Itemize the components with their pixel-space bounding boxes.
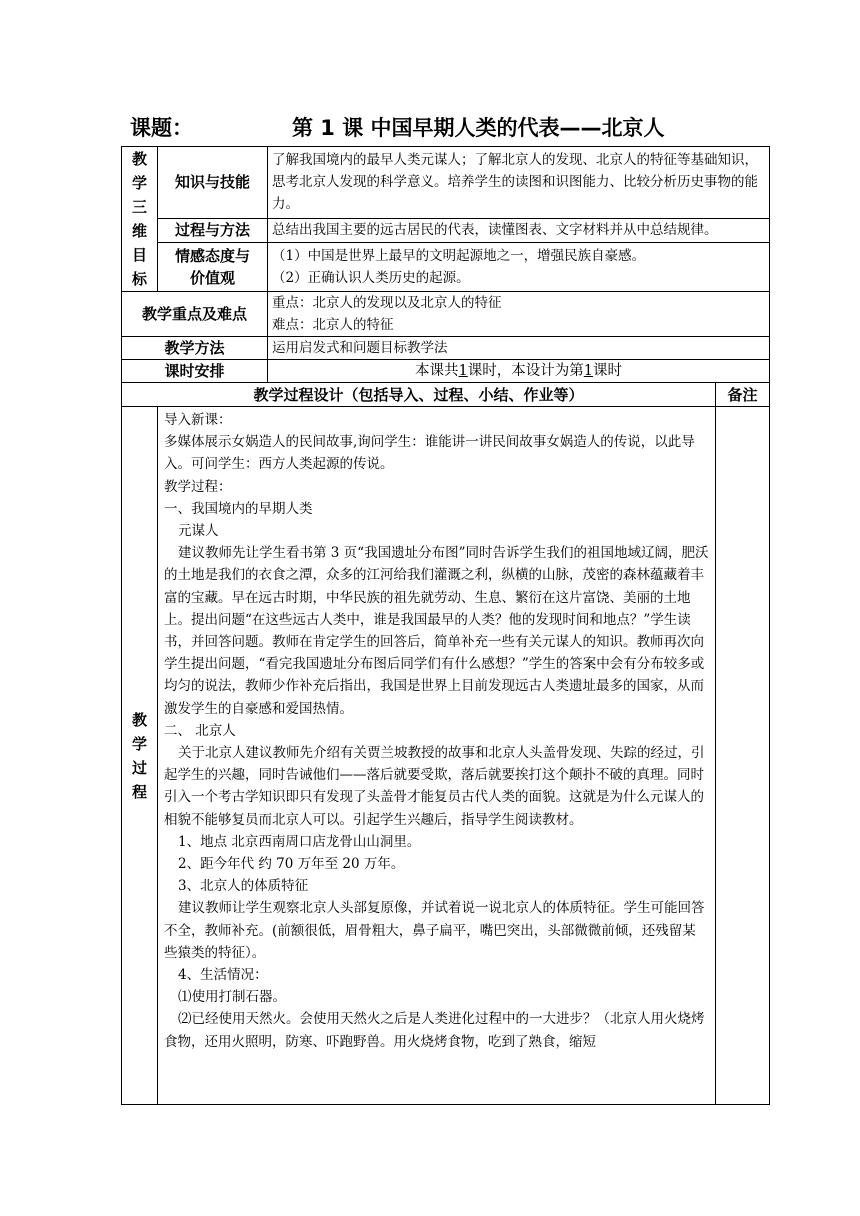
process-line: 建议教师让学生观察北京人头部复原像，并试着说一说北京人的体质特征。学生可能回答不全，教师补充。(前额很低，眉骨粗大，鼻子扁平，嘴巴突出，头部微微前倾，还残留某些猿类的特征）。 [164, 900, 705, 961]
schedule-label: 课时安排 [122, 360, 268, 383]
process-line: 教学过程： [164, 478, 232, 495]
process-line: 关于北京人建议教师先介绍有关贾兰坡教授的故事和北京人头盖骨发现、失踪的经过，引起学生的兴趣，同时告诫他们——落后就要受欺，落后就要挨打这个颠扑不破的真理。同时引入一个考古学知识即只有发现了头盖骨才能复员古代人类的面貌。这就是为什么元谋人的相貌不能够复员而北京人可以。引起学生兴趣后，指导学生阅读教材。 [164, 745, 705, 828]
key-points-label: 教学重点及难点 [122, 292, 268, 337]
objectives-group-label: 教 学 三 维 目 标 [122, 147, 158, 292]
notes-header: 备注 [716, 383, 770, 407]
emotion-text: （1）中国是世界上最早的文明起源地之一，增强民族自豪感。 （2）正确认识人类历史的起源。 [268, 242, 770, 291]
process-line: 1、地点 北京西南周口店龙骨山山洞里。 [178, 833, 421, 850]
process-line: 3、北京人的体质特征 [178, 878, 309, 895]
key-points-text: 重点：北京人的发现以及北京人的特征 难点：北京人的特征 [268, 292, 770, 337]
design-header: 教学过程设计（包括导入、过程、小结、作业等） [122, 383, 716, 407]
process-line: 导入新课： [164, 412, 232, 428]
schedule-text: 本课共1课时，本设计为第1课时 [268, 360, 770, 383]
process-content [158, 407, 716, 1105]
process-line: 建议教师先让学生看书第 3 页“我国遗址分布图”同时告诉学生我们的祖国地域辽阔，肥沃的土地是我们的衣食之潭，众多的江河给我们灌溉之利，纵横的山脉，茂密的森林蕴藏着丰富的宝藏。早在远古时期，中华民族的祖先就劳动、生息、繁衍在这片富饶、美丽的土地上。提出问题“在这些远古人类中，谁是我国最早的人类？他的发现时间和地点？”学生读书，并回答问题。教师在肯定学生的回答后，简单补充一些有关元谋人的知识。教师再次向学生提出问题，“看完我国遗址分布图后同学们有什么感想？”学生的答案中会有分布较多或均匀的说法，教师少作补充后指出，我国是世界上目前发现远古人类遗址最多的国家，从而激发学生的自豪感和爱国热情。 [164, 545, 709, 717]
process-line: 元谋人 [178, 523, 219, 540]
process-line: ⑵已经使用天然火。会使用天然火之后是人类进化过程中的一大进步？（北京人用火烧烤食物，还用火照明，防寒、吓跑野兽。用火烧烤食物，吃到了熟食，缩短 [164, 1011, 705, 1050]
lesson-plan-table [121, 146, 770, 1105]
title-text: 第 1 课 中国早期人类的代表——北京人 [292, 116, 665, 140]
process-line: 二、 北京人 [164, 722, 236, 739]
method-label: 教学方法 [122, 337, 268, 360]
knowledge-text: 了解我国境内的最早人类元谋人；了解北京人的发现、北京人的特征等基础知识，思考北京人发现的科学意义。培养学生的读图和识图能力、比较分析历史事物的能力。 [268, 147, 770, 219]
process-line: 一、我国境内的早期人类 [164, 500, 313, 517]
knowledge-label: 知识与技能 [158, 147, 268, 219]
notes-cell [716, 407, 770, 1105]
lesson-title [130, 112, 770, 146]
process-line: ⑴使用打制石器。 [178, 989, 286, 1006]
process-line: 4、生活情况： [178, 967, 268, 984]
method-text: 运用启发式和问题目标教学法 [268, 337, 770, 360]
process-method-text: 总结出我国主要的远古居民的代表，读懂图表、文字材料并从中总结规律。 [268, 218, 770, 242]
process-line: 多媒体展示女娲造人的民间故事,询问学生：谁能讲一讲民间故事女娲造人的传说，以此导入。可问学生：西方人类起源的传说。 [164, 434, 695, 473]
process-line: 2、距今年代 约 70 万年至 20 万年。 [178, 856, 405, 873]
emotion-label: 情感态度与 价值观 [158, 242, 268, 291]
title-label: 课题： [130, 116, 193, 140]
process-method-label: 过程与方法 [158, 218, 268, 242]
process-side-label: 教 学 过 程 [122, 407, 158, 1105]
